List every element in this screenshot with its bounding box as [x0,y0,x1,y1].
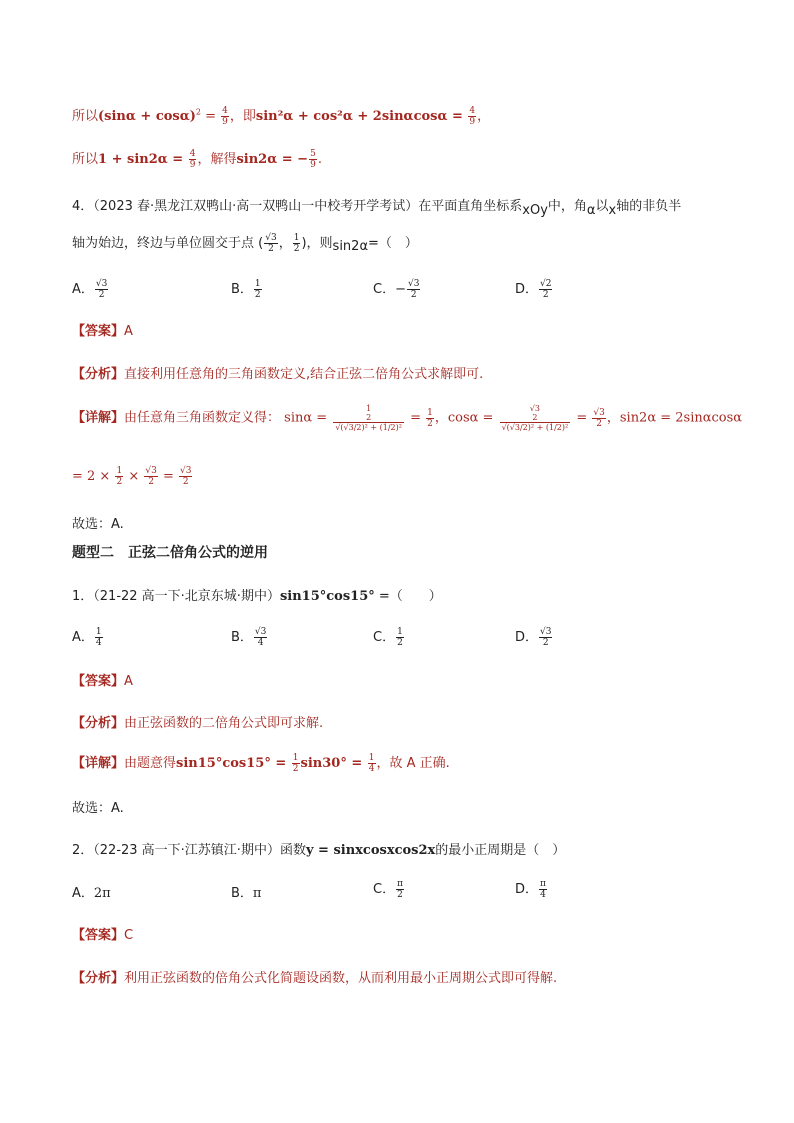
q1-answer: 【答案】A [72,674,133,689]
q1-detail: 【详解】由题意得sin15°cos15° = $\frac{1}{2}$ sin30° = $\frac{1}{4}$ ，故 A 正确. [72,753,450,774]
fraction: $\frac{√3}{2}$ [540,627,552,648]
q2-option-a[interactable]: A．2π [72,886,111,901]
fraction: $\frac{1}{2}$ [397,627,403,648]
q2-stem: 2．（22-23 高一下·江苏镇江·期中）函数y = sinxcosxcos2x的最小正周期是（ ） [72,843,566,858]
q1-option-b[interactable]: B． $\frac{√3}{4}$ [231,627,267,648]
q1-option-d[interactable]: D． $\frac{√3}{2}$ [515,627,552,648]
q4-conclusion: 故选：A. [72,517,124,532]
fraction: $\frac{√3}{2}$ [145,466,157,487]
fraction: $\frac{√3}{2}$ [265,233,277,254]
fraction: $\frac{5}{9}$ [310,149,316,170]
q4-analysis: 【分析】直接利用任意角的三角函数定义,结合正弦二倍角公式求解即可. [72,367,484,382]
fraction: $\frac{\pi}{4}$ [540,879,546,900]
q1-conclusion: 故选：A. [72,801,124,816]
fraction: $\frac{1}{2}$ [293,233,300,254]
fraction: $\frac{1}{2}$ [292,753,299,774]
fraction: $\frac{4}{9}$ [222,106,228,127]
top-line-2: 所以1 + sin2α = $\frac{4}{9}$ ，解得sin2α = − $\frac{5}{9}$ . [72,149,322,170]
sin-fraction: 1 2 √(√3/2)² + (1/2)² [335,404,402,432]
q4-detail-line-2: = 2 × $\frac{1}{2}$ × $\frac{√3}{2}$ = $\frac{√3}{2}$ [72,466,192,487]
q4-option-b[interactable]: B． $\frac{1}{2}$ [231,279,261,300]
q1-stem: 1．（21-22 高一下·北京东城·期中）sin15°cos15° =（ ） [72,589,442,604]
fraction: $\frac{√3}{2}$ [407,279,420,300]
fraction: $\frac{√3}{4}$ [254,627,267,648]
q2-option-c[interactable]: C． $\frac{\pi}{2}$ [373,879,403,900]
q2-option-d[interactable]: D． $\frac{\pi}{4}$ [515,879,546,900]
q4-detail-line-1: 【详解】由任意角三角函数定义得： sinα = 1 2 √(√3/2)² + (1/2)² = $\frac{1}{2}$ ，cosα = √3 2 √(√3/2)² + (1/2)² = $\frac{√3}{2}$ ，sin2α = 2sinαcosα [72,404,743,432]
q4-option-d[interactable]: D． $\frac{√2}{2}$ [515,279,552,300]
q4-stem-line-1: 4．（2023 春·黑龙江双鸭山·高一双鸭山一中校考开学考试）在平面直角坐标系xOy中，角α以x轴的非负半 [72,199,682,218]
top-line-1: 所以$(\sin\alpha + \cos\alpha)^2$ = $\frac{4}{9}$ ，即sin²α + cos²α + 2sinαcosα = $\frac{4}{9}$ ， [72,106,491,127]
q2-answer: 【答案】C [72,928,134,943]
cos-fraction: √3 2 √(√3/2)² + (1/2)² [501,404,569,432]
fraction: $\frac{√3}{2}$ [95,279,108,300]
fraction: $\frac{1}{4}$ [368,753,375,774]
q4-option-a[interactable]: A． $\frac{√3}{2}$ [72,279,108,300]
q4-option-c[interactable]: C．− $\frac{√3}{2}$ [373,279,420,300]
q1-analysis: 【分析】由正弦函数的二倍角公式即可求解. [72,716,324,731]
fraction: $\frac{1}{2}$ [254,279,261,300]
fraction: $\frac{√3}{2}$ [180,466,192,487]
fraction: $\frac{4}{9}$ [189,149,196,170]
fraction: $\frac{\pi}{2}$ [397,879,403,900]
fraction: $\frac{√3}{2}$ [593,407,605,429]
fraction: $\frac{4}{9}$ [469,106,476,127]
q4-answer: 【答案】A [72,324,133,339]
fraction: $\frac{1}{4}$ [95,627,102,648]
fraction: $\frac{1}{2}$ [427,407,433,429]
q4-stem-line-2: 轴为始边，终边与单位圆交于点 ( $\frac{√3}{2}$ ， $\frac{1}{2}$ )，则sin2α=（ ） [72,233,418,254]
section-title: 题型二 正弦二倍角公式的逆用 [72,545,268,561]
q1-option-c[interactable]: C． $\frac{1}{2}$ [373,627,403,648]
fraction: $\frac{1}{2}$ [116,466,123,487]
q1-option-a[interactable]: A． $\frac{1}{4}$ [72,627,102,648]
q2-option-b[interactable]: B．π [231,886,262,901]
fraction: $\frac{√2}{2}$ [540,279,552,300]
q2-analysis: 【分析】利用正弦函数的倍角公式化简题设函数，从而利用最小正周期公式即可得解. [72,971,558,986]
